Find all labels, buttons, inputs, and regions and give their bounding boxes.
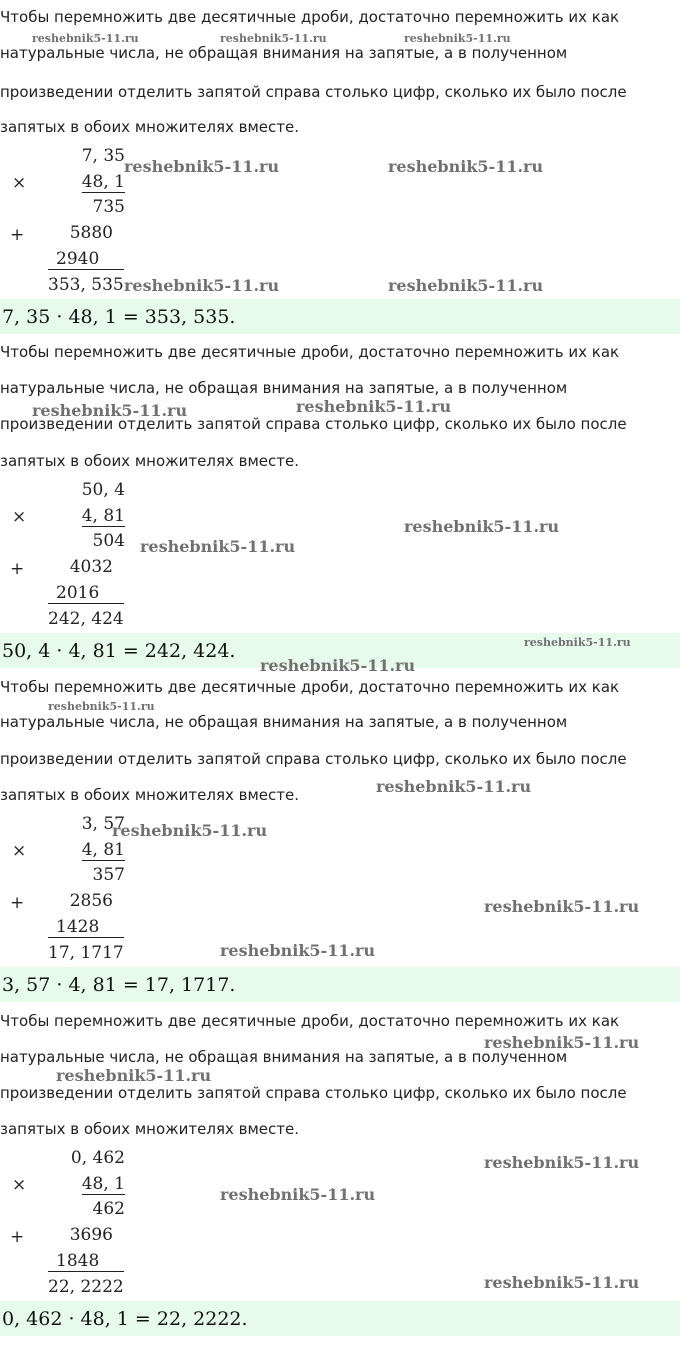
watermark: reshebnik5-11.ru [484,1153,640,1172]
watermark: reshebnik5-11.ru [484,897,640,916]
partial-product-3: 2940 [48,249,124,270]
rule-line-2: натуральные числа, не обращая внимания на запятые, а в полученном [0,713,568,731]
plus-sign: + [10,559,25,579]
product: 22, 2222 [48,1277,124,1297]
watermark: reshebnik5-11.ru [220,941,376,960]
result-equation: 50, 4 · 4, 81 = 242, 424. [2,640,236,662]
factor-1: 50, 4 [81,480,125,500]
partial-product-3: 1428 [48,917,124,938]
rule-line-3: произведении отделить запятой справа столько цифр, сколько их было после [0,415,627,433]
watermark: reshebnik5-11.ru [112,821,268,840]
partial-product-3: 1848 [48,1251,124,1272]
watermark: reshebnik5-11.ru [388,276,544,295]
partial-product-2: 4032 [69,557,113,577]
product: 17, 1717 [48,943,124,963]
watermark: reshebnik5-11.ru [32,401,188,420]
solution-block-1 [0,0,680,334]
result-equation: 3, 57 · 4, 81 = 17, 1717. [2,974,236,996]
watermark: reshebnik5-11.ru [220,1185,376,1204]
rule-line-3: произведении отделить запятой справа столько цифр, сколько их было после [0,750,627,768]
rule-line-1: Чтобы перемножить две десятичные дроби, достаточно перемножить их как [0,8,620,26]
multiply-sign: × [12,173,27,193]
multiply-sign: × [12,841,27,861]
solution-block-2 [0,334,680,668]
partial-product-2: 5880 [69,223,113,243]
watermark: reshebnik5-11.ru [376,777,532,796]
product: 353, 535 [48,275,124,295]
result-equation: 7, 35 · 48, 1 = 353, 535. [2,306,236,328]
factor-1: 0, 462 [70,1148,125,1168]
plus-sign: + [10,893,25,913]
watermark: reshebnik5-11.ru [140,537,296,556]
watermark: reshebnik5-11.ru [404,32,511,45]
watermark: reshebnik5-11.ru [124,276,280,295]
rule-line-1: Чтобы перемножить две десятичные дроби, достаточно перемножить их как [0,1012,620,1030]
multiply-sign: × [12,1175,27,1195]
factor-1: 3, 57 [81,814,125,834]
rule-line-1: Чтобы перемножить две десятичные дроби, достаточно перемножить их как [0,678,620,696]
factor-2: 48, 1 [81,1174,125,1194]
partial-product-2: 2856 [69,891,113,911]
watermark: reshebnik5-11.ru [56,1066,212,1085]
rule-line-4: запятых в обоих множителях вместе. [0,452,299,470]
partial-product-1: 462 [92,1199,125,1219]
watermark: reshebnik5-11.ru [220,32,327,45]
product: 242, 424 [48,609,124,629]
partial-product-3: 2016 [48,583,124,604]
result-band [0,1301,680,1336]
factor-2: 4, 81 [81,506,125,526]
watermark: reshebnik5-11.ru [124,157,280,176]
partial-product-1: 504 [92,531,125,551]
rule-line-4: запятых в обоих множителях вместе. [0,118,299,136]
watermark: reshebnik5-11.ru [32,32,139,45]
rule-line-4: запятых в обоих множителях вместе. [0,786,299,804]
result-band [0,299,680,334]
rule-line-2: натуральные числа, не обращая внимания на запятые, а в полученном [0,379,568,397]
watermark: reshebnik5-11.ru [524,636,631,649]
watermark: reshebnik5-11.ru [260,656,416,675]
plus-sign: + [10,225,25,245]
partial-product-1: 357 [92,865,125,885]
watermark: reshebnik5-11.ru [48,700,155,713]
partial-product-1: 735 [92,197,125,217]
watermark: reshebnik5-11.ru [388,157,544,176]
watermark: reshebnik5-11.ru [484,1273,640,1292]
rule-line-3: произведении отделить запятой справа столько цифр, сколько их было после [0,1084,627,1102]
result-equation: 0, 462 · 48, 1 = 22, 2222. [2,1308,248,1330]
factor-1: 7, 35 [81,146,125,166]
watermark: reshebnik5-11.ru [404,517,560,536]
result-band [0,967,680,1002]
watermark: reshebnik5-11.ru [484,1033,640,1052]
rule-line-4: запятых в обоих множителях вместе. [0,1120,299,1138]
factor-2: 48, 1 [81,172,125,192]
rule-line-2: натуральные числа, не обращая внимания на запятые, а в полученном [0,1048,568,1066]
rule-line-1: Чтобы перемножить две десятичные дроби, достаточно перемножить их как [0,343,620,361]
multiply-sign: × [12,507,27,527]
rule-line-3: произведении отделить запятой справа столько цифр, сколько их было после [0,83,627,101]
factor-2: 4, 81 [81,840,125,860]
plus-sign: + [10,1227,25,1247]
watermark: reshebnik5-11.ru [296,397,452,416]
rule-line-2: натуральные числа, не обращая внимания на запятые, а в полученном [0,44,568,62]
partial-product-2: 3696 [69,1225,113,1245]
